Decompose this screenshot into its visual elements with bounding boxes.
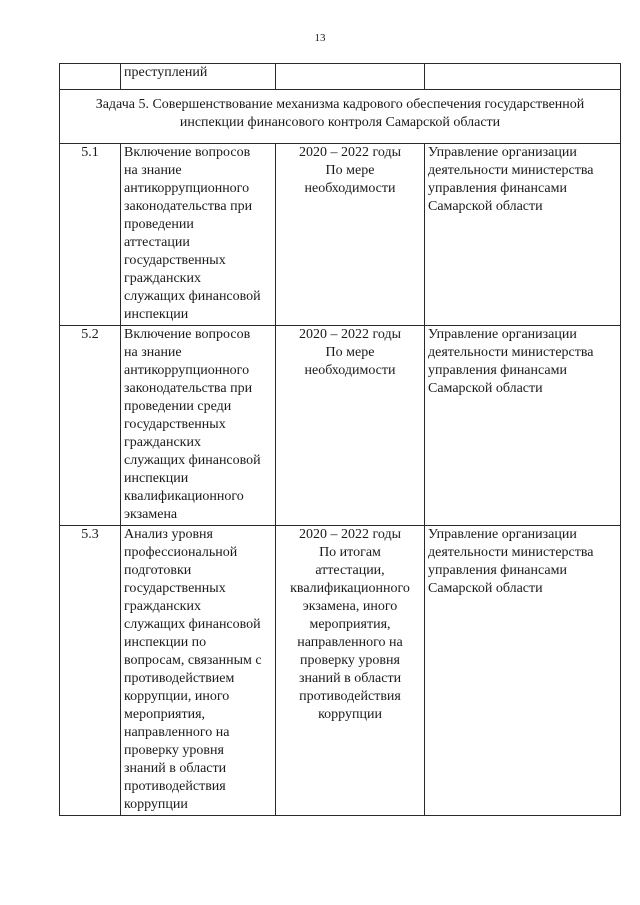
cell-line: знаний в области [298,671,402,686]
cell-line: служащих финансовой [124,453,261,468]
cell-line: Включение вопросов [124,145,251,160]
cell-line: аттестации, [315,563,385,578]
cell-line: 2020 – 2022 годы [298,527,402,542]
table-row [60,144,621,326]
cell-line: вопросам, связанным с [124,653,262,668]
cell-line: экзамена [124,507,178,522]
task-header-line: Задача 5. Совершенствование механизма кадрового обеспечения государственной [95,97,585,112]
cell-line: управления финансами [428,181,567,196]
cell-number: 5.1 [60,144,121,326]
table-row [60,326,621,526]
cell-line: направленного на [297,635,403,650]
cell-line: государственных [124,253,226,268]
cell-line: государственных [124,417,226,432]
cell-term [276,526,425,816]
cell-line: знаний в области [124,761,227,776]
cell-line: Анализ уровня [124,527,213,542]
cell-name [121,526,276,816]
task-header-line: инспекции финансового контроля Самарской области [179,115,501,130]
cell-term [276,326,425,526]
cell-line: на знание [124,345,182,360]
page-number: 13 [314,32,326,44]
cell-line: мероприятия, [309,617,391,632]
table-row [60,526,621,816]
cell-line: Самарской области [428,581,543,596]
cell-executor [425,144,621,326]
cell-line: на знание [124,163,182,178]
cell-line: По итогам [319,545,381,560]
cell-line: законодательства при [124,381,253,396]
cell-line: профессиональной [124,545,238,560]
cell-line: служащих финансовой [124,289,261,304]
cell-line: служащих финансовой [124,617,261,632]
cell-name: преступлений [121,64,276,90]
measures-table [59,63,621,816]
cell-line: проведении [124,217,194,232]
cell-line: По мере [325,163,375,178]
cell-number: 5.2 [60,326,121,526]
cell-line: антикоррупционного [124,363,250,378]
cell-executor [425,64,621,90]
table-row-continuation [60,64,621,90]
cell-line: управления финансами [428,363,567,378]
cell-line: инспекции [124,471,189,486]
task-header-row [60,90,621,144]
cell-executor [425,526,621,816]
cell-line: гражданских [124,599,201,614]
cell-line: проведении среди [124,399,232,414]
cell-line: квалификационного [124,489,244,504]
cell-line: деятельности министерства [428,545,594,560]
cell-line: коррупции [124,797,188,812]
cell-term [276,64,425,90]
cell-line: мероприятия, [124,707,206,722]
cell-number: 5.3 [60,526,121,816]
cell-line: деятельности министерства [428,345,594,360]
cell-executor [425,326,621,526]
cell-number [60,64,121,90]
cell-line: гражданских [124,271,201,286]
cell-line: необходимости [304,181,396,196]
cell-line: направленного на [124,725,230,740]
cell-line: гражданских [124,435,201,450]
cell-line: противодействия [299,689,401,704]
cell-line: подготовки [124,563,192,578]
cell-line: квалификационного [290,581,410,596]
cell-line: законодательства при [124,199,253,214]
cell-line: 2020 – 2022 годы [298,145,402,160]
cell-line: Самарской области [428,381,543,396]
cell-line: антикоррупционного [124,181,250,196]
cell-line: необходимости [304,363,396,378]
cell-line: противодействием [124,671,235,686]
cell-line: инспекции [124,307,189,322]
cell-line: коррупции [318,707,382,722]
cell-line: проверку уровня [124,743,224,758]
cell-line: деятельности министерства [428,163,594,178]
cell-line: государственных [124,581,226,596]
cell-line: По мере [325,345,375,360]
cell-name [121,144,276,326]
cell-line: Включение вопросов [124,327,251,342]
cell-line: коррупции, иного [124,689,230,704]
cell-name [121,326,276,526]
cell-line: экзамена, иного [302,599,398,614]
cell-line: проверку уровня [300,653,400,668]
cell-line: Управление организации [428,527,577,542]
cell-term [276,144,425,326]
cell-line: управления финансами [428,563,567,578]
cell-line: инспекции по [124,635,207,650]
task-header [60,90,621,144]
cell-line: Самарской области [428,199,543,214]
cell-line: противодействия [124,779,226,794]
cell-line: Управление организации [428,145,577,160]
cell-line: аттестации [124,235,190,250]
cell-line: 2020 – 2022 годы [298,327,402,342]
cell-line: Управление организации [428,327,577,342]
